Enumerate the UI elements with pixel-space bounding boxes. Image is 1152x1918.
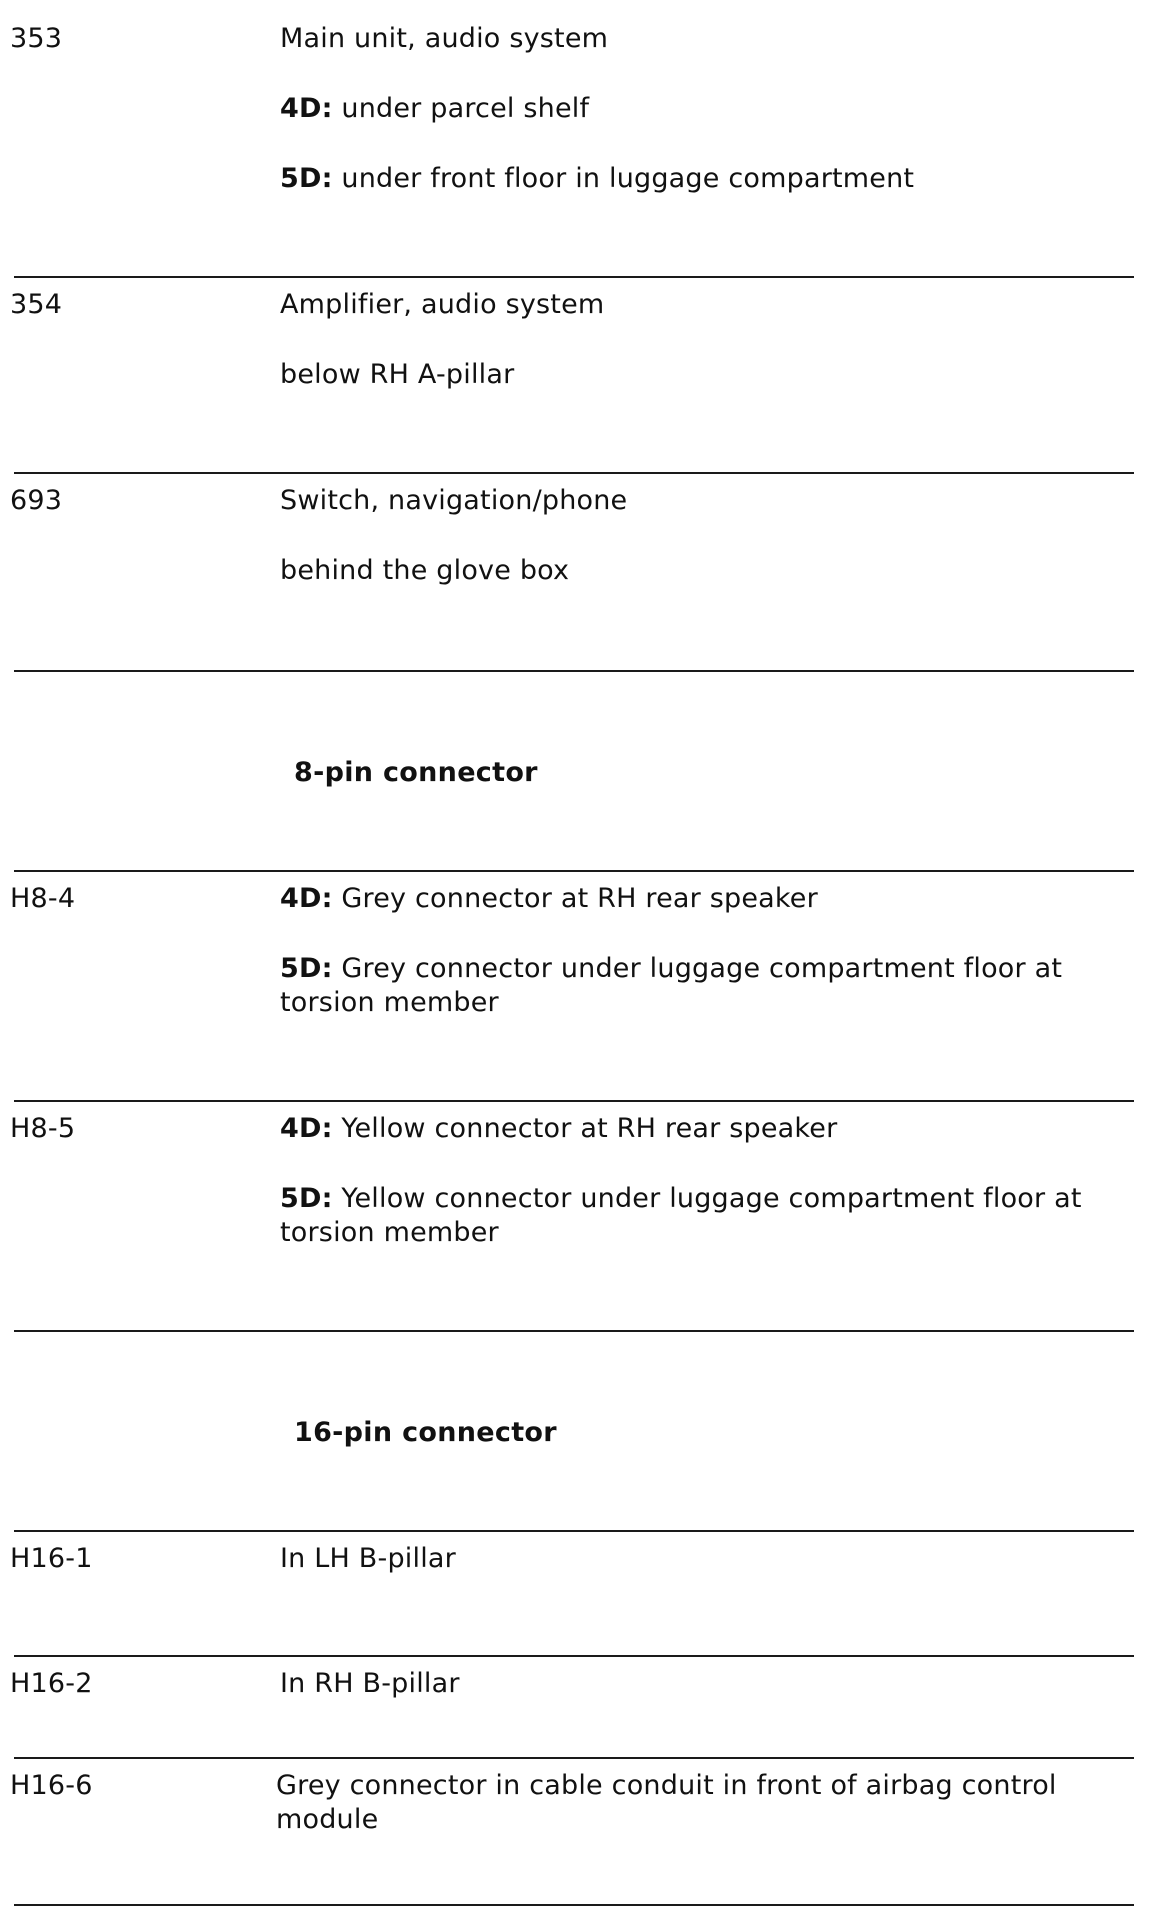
row-divider xyxy=(14,1100,1134,1102)
description-line: In RH B-pillar xyxy=(280,1668,460,1699)
description-line: Main unit, audio system xyxy=(280,23,609,54)
description-line: Switch, navigation/phone xyxy=(280,485,628,516)
description-line: 4D: Grey connector at RH rear speaker xyxy=(280,883,818,914)
row-divider xyxy=(14,472,1134,474)
row-description-h8-4 xyxy=(280,882,1110,1020)
row-divider xyxy=(14,870,1134,872)
row-divider xyxy=(14,1530,1134,1532)
description-line: Grey connector in cable conduit in front of airbag control module xyxy=(276,1770,1057,1835)
row-code-h16-6: H16-6 xyxy=(10,1770,93,1801)
row-divider xyxy=(14,1757,1134,1759)
description-line: Amplifier, audio system xyxy=(280,289,605,320)
row-description-354 xyxy=(280,288,1110,392)
row-divider xyxy=(14,1904,1134,1906)
row-description-353 xyxy=(280,22,1110,196)
variant-prefix: 4D: xyxy=(280,1113,333,1144)
row-code-h8-5: H8-5 xyxy=(10,1113,76,1144)
section-heading-8-pin: 8-pin connector xyxy=(294,757,538,788)
row-divider xyxy=(14,670,1134,672)
description-line: 4D: Yellow connector at RH rear speaker xyxy=(280,1113,838,1144)
row-code-354: 354 xyxy=(10,289,63,320)
variant-prefix: 5D: xyxy=(280,1183,333,1214)
description-line: below RH A-pillar xyxy=(280,359,515,390)
description-line: 5D: under front floor in luggage compartment xyxy=(280,163,915,194)
section-heading-16-pin: 16-pin connector xyxy=(294,1417,557,1448)
row-divider xyxy=(14,276,1134,278)
variant-prefix: 4D: xyxy=(280,883,333,914)
row-code-693: 693 xyxy=(10,485,63,516)
row-description-693 xyxy=(280,484,1110,588)
variant-prefix: 5D: xyxy=(280,953,333,984)
description-line: 4D: under parcel shelf xyxy=(280,93,590,124)
description-line: 5D: Yellow connector under luggage compartment floor at torsion member xyxy=(280,1183,1082,1248)
description-line: behind the glove box xyxy=(280,555,570,586)
row-description-h16-2 xyxy=(280,1667,1110,1701)
row-description-h16-6 xyxy=(276,1769,1106,1837)
row-divider xyxy=(14,1655,1134,1657)
description-line: In LH B-pillar xyxy=(280,1543,456,1574)
description-line: 5D: Grey connector under luggage compartment floor at torsion member xyxy=(280,953,1063,1018)
row-description-h8-5 xyxy=(280,1112,1110,1250)
row-description-h16-1 xyxy=(280,1542,1110,1576)
row-code-h16-1: H16-1 xyxy=(10,1543,93,1574)
variant-prefix: 4D: xyxy=(280,93,333,124)
variant-prefix: 5D: xyxy=(280,163,333,194)
row-divider xyxy=(14,1330,1134,1332)
row-code-h16-2: H16-2 xyxy=(10,1668,93,1699)
row-code-353: 353 xyxy=(10,23,63,54)
row-code-h8-4: H8-4 xyxy=(10,883,76,914)
